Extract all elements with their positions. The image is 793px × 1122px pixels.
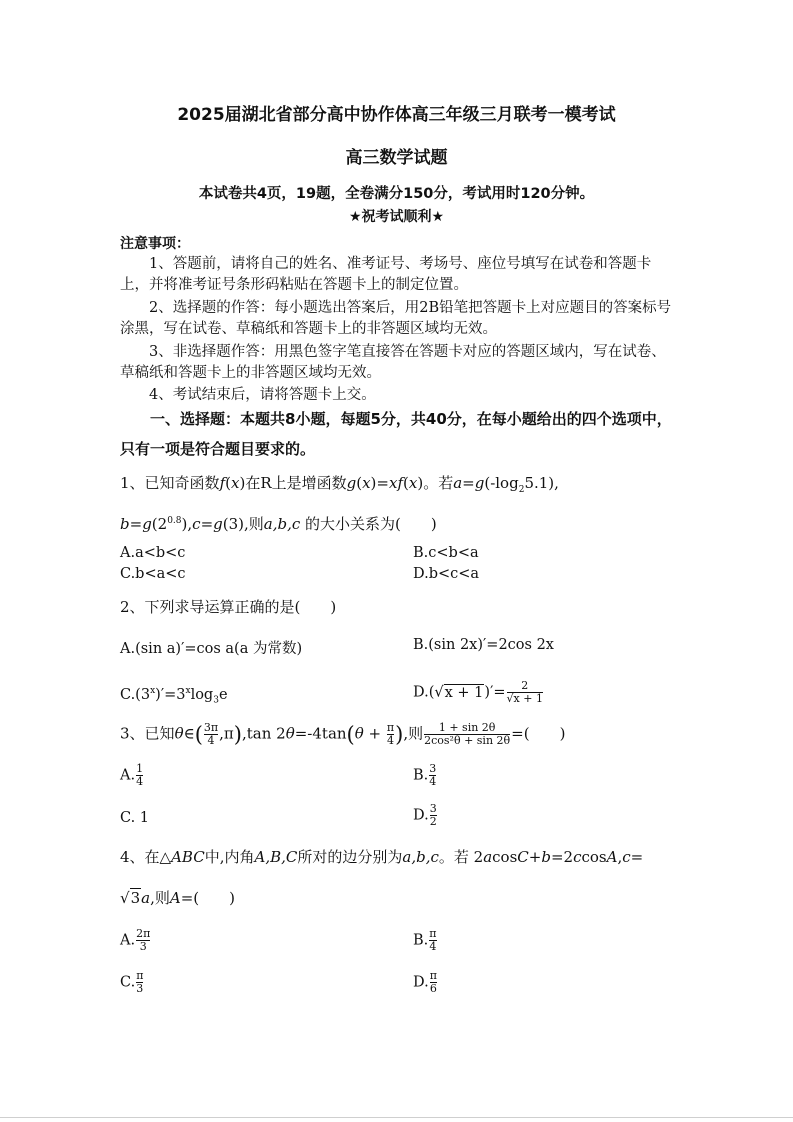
- question-3-stem: 3、已知θ∈( $\frac{3\pi}{4}$ ,π),tan 2θ=-4tan(θ + $\frac{\pi}{4}$ ),则 $\frac{1 + \sin 2\theta}{\text{2cos²θ + sin 2θ}}$ =( ): [120, 721, 566, 747]
- q2-option-d: D.(√x + 1)′= $\frac{2}{√x + 1}$: [413, 679, 543, 705]
- q1-option-a: A.a<b<c: [120, 545, 186, 561]
- subject-title: 高三数学试题: [345, 148, 448, 168]
- q2-option-c: $C.(3^x)'=3^x\log_3e$: [120, 686, 228, 706]
- q3-option-b: B. $\frac{3}{4}$: [413, 762, 437, 788]
- question-1-line-1: 1、已知奇函数f(x)在R上是增函数g(x)=xf(x)。若$a=g(-\log_25.1)$,: [120, 474, 559, 495]
- q3-option-d: D. $\frac{3}{2}$: [413, 802, 437, 828]
- question-1-line-2: $b=g(2^{0.8}),c=g(3)$,则a,b,c 的大小关系为( ): [120, 515, 437, 533]
- q4-option-d: D. $\frac{\pi}{6}$: [413, 969, 437, 995]
- q4-option-a: A. $\frac{2\pi}{3}$: [120, 927, 151, 953]
- page-bottom-divider: [0, 1117, 793, 1118]
- q1-option-b: B.c<b<a: [413, 545, 479, 561]
- notice-item-1: 1、答题前，请将自己的姓名、准考证号、考场号、座位号填写在试卷和答题卡上，并将准考证号条形码粘贴在答题卡上的制定位置。: [120, 256, 652, 293]
- q3-option-c: C. 1: [120, 810, 150, 826]
- q4-option-c: C. $\frac{\pi}{3}$: [120, 969, 144, 995]
- q1-option-d: D.b<c<a: [413, 566, 480, 582]
- exam-title: 2025届湖北省部分高中协作体高三年级三月联考一模考试: [177, 105, 616, 125]
- q1-option-c: C.b<a<c: [120, 566, 186, 582]
- q2-option-b: B.(sin 2x)′=2cos 2x: [413, 637, 554, 653]
- notice-item-3: 3、非选择题作答：用黑色签字笔直接答在答题卡对应的答题区域内，写在试卷、草稿纸和答题卡上的非答题区域均无效。: [120, 344, 666, 381]
- notice-item-2: 2、选择题的作答：每小题选出答案后，用2B铅笔把答题卡上对应题目的答案标号涂黑，写在试卷、草稿纸和答题卡上的非答题区域均无效。: [120, 300, 672, 337]
- q2-option-a: A.(sin a)′=cos a(a 为常数): [120, 641, 303, 657]
- notice-heading: 注意事项：: [120, 236, 190, 252]
- q4-option-b: B. $\frac{\pi}{4}$: [413, 927, 437, 953]
- question-2-stem: 2、下列求导运算正确的是( ): [120, 598, 337, 616]
- notice-item-4: 4、考试结束后，请将答题卡上交。: [149, 387, 376, 403]
- exam-info: 本试卷共4页，19题，全卷满分150分，考试用时120分钟。: [198, 186, 595, 202]
- question-4-line-1: 4、在△ABC中,内角A,B,C所对的边分别为a,b,c。若 2acosC+b=2ccosA,c=: [120, 848, 644, 866]
- blessing: ★祝考试顺利★: [348, 209, 445, 225]
- section-heading: 一、选择题：本题共8小题，每题5分，共40分，在每小题给出的四个选项中，只有一项是符合题目要求的。: [120, 410, 672, 458]
- question-4-line-2: √3a,则A=( ): [120, 889, 235, 907]
- q3-option-a: A. $\frac{1}{4}$: [120, 762, 144, 788]
